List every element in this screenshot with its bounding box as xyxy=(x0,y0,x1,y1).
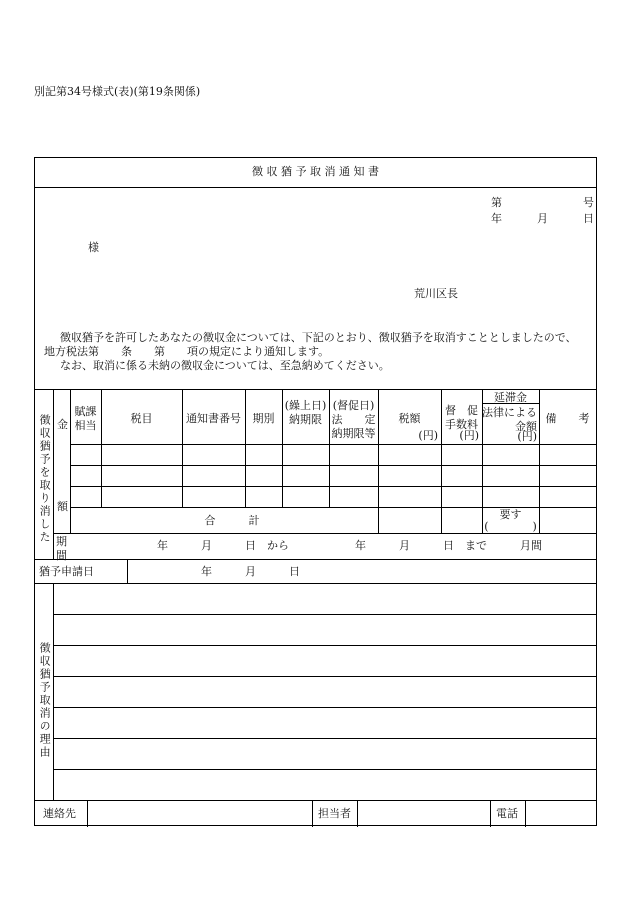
reason-label: 徴収猶予取消の理由 xyxy=(38,642,52,759)
gaku-label: 額 xyxy=(57,500,68,513)
grid-line xyxy=(539,389,540,533)
grid-line xyxy=(35,559,596,560)
grid-line xyxy=(378,389,379,533)
grid-line xyxy=(87,800,88,827)
col-zeigaku-unit: (円) xyxy=(418,429,438,442)
total-label: 合 計 xyxy=(204,514,260,527)
number-suffix: 号 xyxy=(583,196,594,209)
reason-line xyxy=(53,738,596,739)
body-line-1: 徴収猶予を許可したあなたの徴収金については、下記のとおり、徴収猶予を取消すこととしましたので、 xyxy=(60,331,577,344)
period-text: 年 月 日 から 年 月 日 まで 月間 xyxy=(157,539,542,552)
number-prefix: 第 xyxy=(491,196,502,209)
body-line-3: なお、取消に係る未納の徴収金については、至急納めてください。 xyxy=(60,359,390,372)
col-zeimoku: 税目 xyxy=(130,412,153,425)
grid-line xyxy=(70,465,596,466)
body-line-2: 地方税法第 条 第 項の規定により通知します。 xyxy=(44,345,330,358)
date-day: 日 xyxy=(583,212,594,225)
grid-line xyxy=(35,800,596,801)
col-kibetsu: 期別 xyxy=(252,412,275,425)
table-top xyxy=(35,389,596,390)
contact-label: 連絡先 xyxy=(43,807,76,820)
divider xyxy=(35,187,596,188)
col-tsuchisho: 通知書番号 xyxy=(186,412,241,425)
grid-line xyxy=(70,486,596,487)
issuer: 荒川区長 xyxy=(414,287,458,300)
date-month: 月 xyxy=(537,212,548,225)
col-zeigaku: 税額 xyxy=(398,412,421,425)
grid-line xyxy=(53,583,54,800)
col-nokigen: (繰上日) 納期限 xyxy=(284,399,327,426)
col-biko: 備 考 xyxy=(545,412,590,425)
col-fuka-soto: 賦課 相当 xyxy=(74,405,97,432)
kin-label: 金 xyxy=(57,418,68,431)
col-hotei: (督促日) 法 定 納期限等 xyxy=(331,399,376,440)
grid-line xyxy=(525,800,526,827)
grid-line xyxy=(35,583,596,584)
reason-line xyxy=(53,645,596,646)
grid-line xyxy=(70,444,596,445)
phone-label: 電話 xyxy=(496,807,518,820)
form-title: 徴 収 猶 予 取 消 通 知 書 xyxy=(252,165,379,178)
grid-line xyxy=(101,389,102,507)
col-tokusoku-unit: (円) xyxy=(459,429,479,442)
col-entaikin-unit: (円) xyxy=(517,430,537,443)
yosu-paren: ( ) xyxy=(484,520,537,533)
col-entaikin-sub: 法律による 金額 xyxy=(482,406,537,433)
kikan-label: 期間 xyxy=(56,535,67,562)
col-tokusoku: 督 促 手数料 xyxy=(445,404,478,431)
application-date-label: 猶予申請日 xyxy=(39,565,94,578)
grid-line xyxy=(127,559,128,583)
grid-line xyxy=(357,800,358,827)
grid-line xyxy=(53,533,596,534)
side-label: 徴収猶予を取り消した xyxy=(38,414,52,544)
reason-line xyxy=(53,676,596,677)
reason-line xyxy=(53,707,596,708)
addressee-suffix: 様 xyxy=(88,241,99,254)
grid-line xyxy=(182,389,183,507)
reason-line xyxy=(53,769,596,770)
col-entaikin: 延滞金 xyxy=(494,391,527,404)
application-date-value: 年 月 日 xyxy=(201,565,300,578)
person-label: 担当者 xyxy=(318,807,351,820)
reason-line xyxy=(53,614,596,615)
form-reference: 別記第34号様式(表)(第19条関係) xyxy=(34,85,201,98)
grid-line xyxy=(312,800,313,827)
grid-line xyxy=(490,800,491,827)
yosu-label: 要す xyxy=(499,508,522,521)
date-year: 年 xyxy=(491,212,502,225)
notice-form xyxy=(34,157,597,826)
grid-line xyxy=(245,389,246,507)
